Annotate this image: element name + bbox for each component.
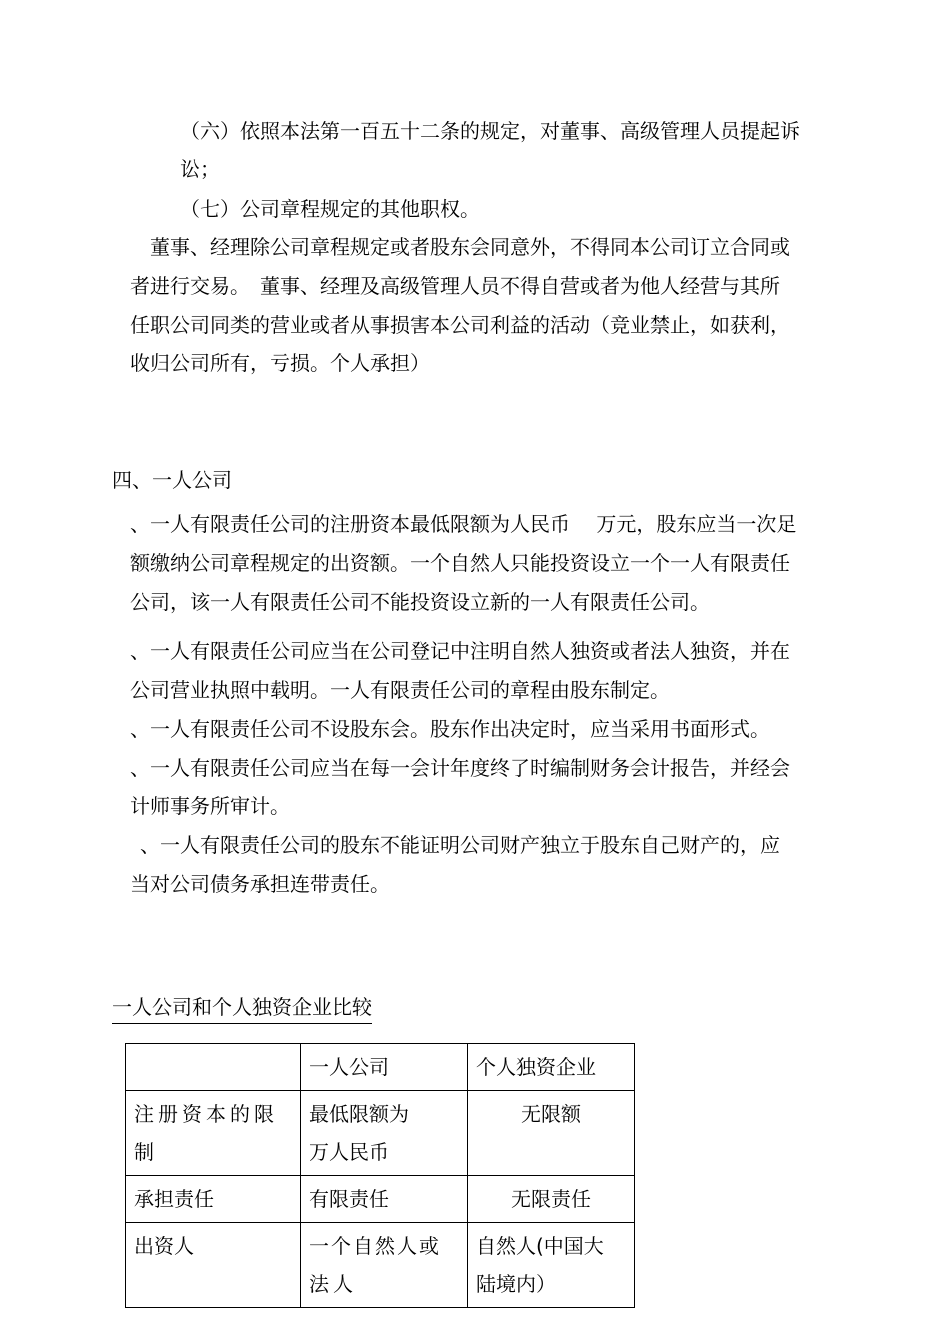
- value-line: 最低限额为: [309, 1102, 409, 1126]
- row-label: [126, 1223, 301, 1308]
- value-line: 有限责任: [309, 1187, 389, 1211]
- restriction-line-2: 者进行交易。 董事、经理及高级管理人员不得自营或者为他人经营与其所: [130, 274, 780, 298]
- value-line: 无限额: [521, 1102, 581, 1126]
- restriction-line-1: 董事、经理除公司章程规定或者股东会同意外，不得同本公司订立合同或: [150, 235, 790, 259]
- item-7: （七）公司章程规定的其他职权。: [180, 197, 480, 221]
- row-label-line: 注册资本的限: [134, 1102, 278, 1126]
- row-label: [126, 1176, 301, 1223]
- p4-line-2: 计师事务所审计。: [130, 794, 290, 818]
- p4-line-1: 、一人有限责任公司应当在每一会计年度终了时编制财务会计报告，并经会: [130, 756, 790, 780]
- header-empty-cell: [126, 1044, 301, 1091]
- table-row: [126, 1176, 635, 1223]
- row-label: [126, 1091, 301, 1176]
- sole-proprietorship-value: [468, 1176, 635, 1223]
- row-label-line: 出资人: [134, 1234, 194, 1258]
- value-line: 无限责任: [511, 1187, 591, 1211]
- comparison-title: 一人公司和个人独资企业比较: [112, 993, 372, 1024]
- sole-proprietorship-value: [468, 1091, 635, 1176]
- row-label-line: 制: [134, 1140, 158, 1164]
- p2-line-2: 公司营业执照中载明。一人有限责任公司的章程由股东制定。: [130, 678, 670, 702]
- comparison-table: [125, 1043, 635, 1308]
- table-row: [126, 1223, 635, 1308]
- p2-line-1: 、一人有限责任公司应当在公司登记中注明自然人独资或者法人独资，并在: [130, 639, 790, 663]
- p3-line-1: 、一人有限责任公司不设股东会。股东作出决定时，应当采用书面形式。: [130, 717, 770, 741]
- table-header-row: [126, 1044, 635, 1091]
- p5-line-1: 、一人有限责任公司的股东不能证明公司财产独立于股东自己财产的，应: [140, 833, 780, 857]
- one-person-value: [301, 1091, 468, 1176]
- one-person-value: [301, 1176, 468, 1223]
- value-line: 自然人(中国大: [476, 1234, 604, 1258]
- item-6-line-1: （六）依照本法第一百五十二条的规定，对董事、高级管理人员提起诉: [180, 119, 800, 143]
- header-sole-proprietorship: 个人独资企业: [468, 1044, 635, 1091]
- value-line: 一个自然人或: [309, 1234, 441, 1258]
- restriction-line-3: 任职公司同类的营业或者从事损害本公司利益的活动（竞业禁止，如获利，: [130, 313, 790, 337]
- row-label-line: 承担责任: [134, 1187, 214, 1211]
- p1-line-3: 公司，该一人有限责任公司不能投资设立新的一人有限责任公司。: [130, 590, 710, 614]
- value-line: 法人: [309, 1272, 357, 1296]
- value-line: 万人民币: [309, 1140, 389, 1164]
- restriction-line-4: 收归公司所有，亏损。个人承担）: [130, 351, 430, 375]
- section-heading: 四、一人公司: [112, 468, 232, 492]
- p1-line-1: 、一人有限责任公司的注册资本最低限额为人民币 万元，股东应当一次足: [130, 512, 797, 536]
- item-6-line-2: 讼；: [180, 157, 220, 181]
- header-one-person-company: 一人公司: [301, 1044, 468, 1091]
- value-line: 陆境内）: [476, 1272, 556, 1296]
- sole-proprietorship-value: [468, 1223, 635, 1308]
- one-person-value: [301, 1223, 468, 1308]
- table-row: [126, 1091, 635, 1176]
- p1-line-2: 额缴纳公司章程规定的出资额。一个自然人只能投资设立一个一人有限责任: [130, 551, 790, 575]
- p5-line-2: 当对公司债务承担连带责任。: [130, 872, 390, 896]
